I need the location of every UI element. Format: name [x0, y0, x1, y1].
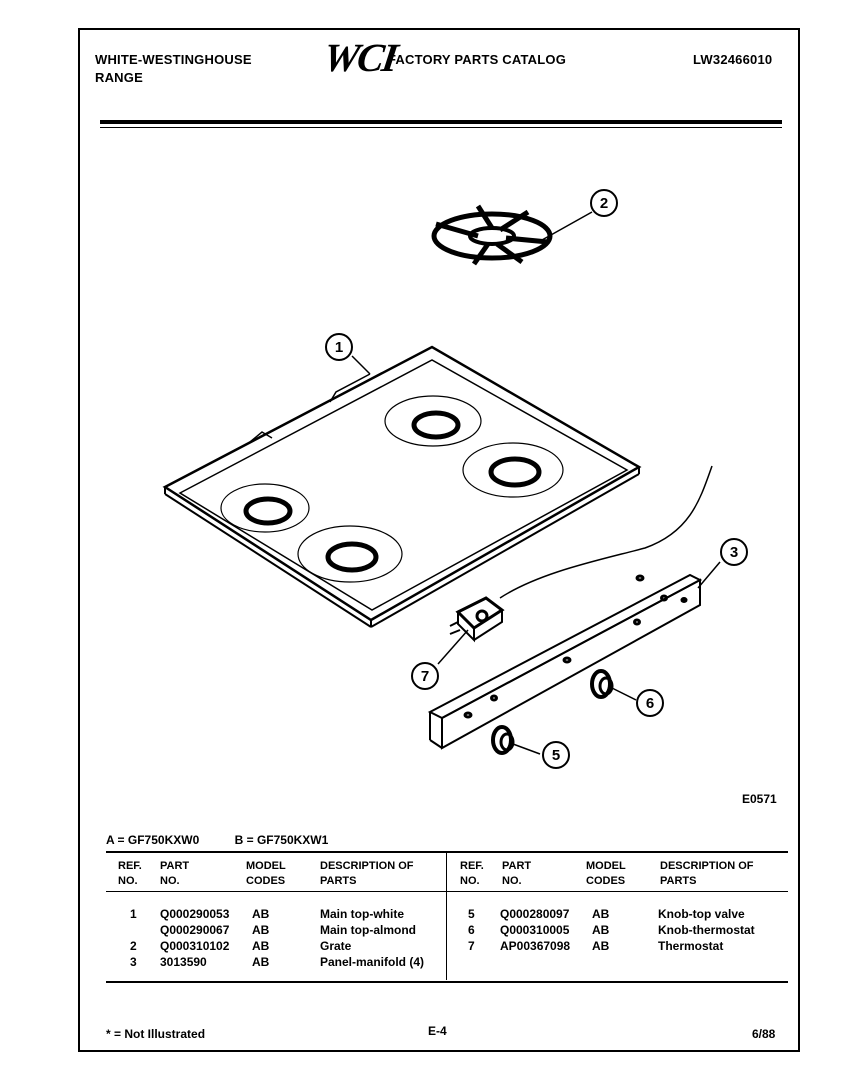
callout-7-label: 7 [420, 668, 430, 685]
row-desc: Thermostat [658, 939, 724, 953]
product-type: RANGE [95, 70, 143, 85]
callout-6-label: 6 [645, 695, 655, 712]
row-part: Q000290053 [160, 907, 230, 921]
table-top-rule [106, 851, 788, 853]
knob-top-valve-drawing [493, 727, 540, 754]
header-desc-left: DESCRIPTION OF PARTS [320, 860, 414, 887]
row-desc: Panel-manifold (4) [320, 955, 425, 969]
callout-1-label: 1 [334, 339, 344, 356]
grate-drawing [434, 206, 592, 264]
row-model: AB [252, 907, 270, 921]
header-part-right: PART NO. [502, 860, 532, 887]
footer-date: 6/88 [752, 1027, 776, 1041]
row-part: Q000280097 [500, 907, 570, 921]
row-ref: 1 [130, 907, 137, 921]
knob-thermostat-drawing [592, 671, 636, 700]
row-desc: Grate [320, 939, 352, 953]
callout-3-label: 3 [729, 544, 739, 561]
model-legend [106, 833, 360, 847]
row-part: AP00367098 [500, 939, 571, 953]
row-part: Q000290067 [160, 923, 230, 937]
model-a: A = GF750KXW0 [106, 833, 200, 847]
row-ref: 5 [468, 907, 475, 921]
header-ref-left: REF. NO. [118, 860, 142, 887]
row-ref: 3 [130, 955, 137, 969]
row-desc: Main top-almond [320, 923, 416, 937]
row-model: AB [592, 939, 610, 953]
page-number: E-4 [428, 1024, 447, 1038]
catalog-code: LW32466010 [693, 52, 773, 67]
table-header-rule [106, 891, 788, 892]
diagram-code: E0571 [742, 792, 777, 806]
main-top-drawing [165, 347, 639, 627]
header-model-left: MODEL CODES [246, 860, 286, 887]
row-model: AB [252, 939, 270, 953]
wci-logo: WCI [320, 35, 399, 80]
table-column-divider [446, 852, 447, 980]
callout-2-label: 2 [599, 195, 609, 212]
header-ref-right: REF. NO. [460, 860, 484, 887]
row-part: Q000310102 [160, 939, 230, 953]
row-desc: Knob-thermostat [658, 923, 755, 937]
row-ref: 6 [468, 923, 475, 937]
row-part: 3013590 [160, 955, 207, 969]
row-desc: Knob-top valve [658, 907, 745, 921]
row-model: AB [252, 955, 270, 969]
row-ref: 2 [130, 939, 137, 953]
panel-manifold-drawing [430, 562, 720, 748]
row-model: AB [592, 907, 610, 921]
footer-note: * = Not Illustrated [106, 1027, 206, 1041]
row-part: Q000310005 [500, 923, 570, 937]
header-part-left: PART NO. [160, 860, 190, 887]
catalog-title: FACTORY PARTS CATALOG [388, 52, 567, 67]
row-desc: Main top-white [320, 907, 404, 921]
table-bottom-rule [106, 981, 788, 983]
row-model: AB [252, 923, 270, 937]
model-b: B = GF750KXW1 [234, 833, 329, 847]
row-model: AB [592, 923, 610, 937]
row-ref: 7 [468, 939, 475, 953]
brand-name: WHITE-WESTINGHOUSE [95, 52, 252, 67]
header-model-right: MODEL CODES [586, 860, 626, 887]
header-desc-right: DESCRIPTION OF PARTS [660, 860, 754, 887]
callout-5-label: 5 [551, 747, 561, 764]
